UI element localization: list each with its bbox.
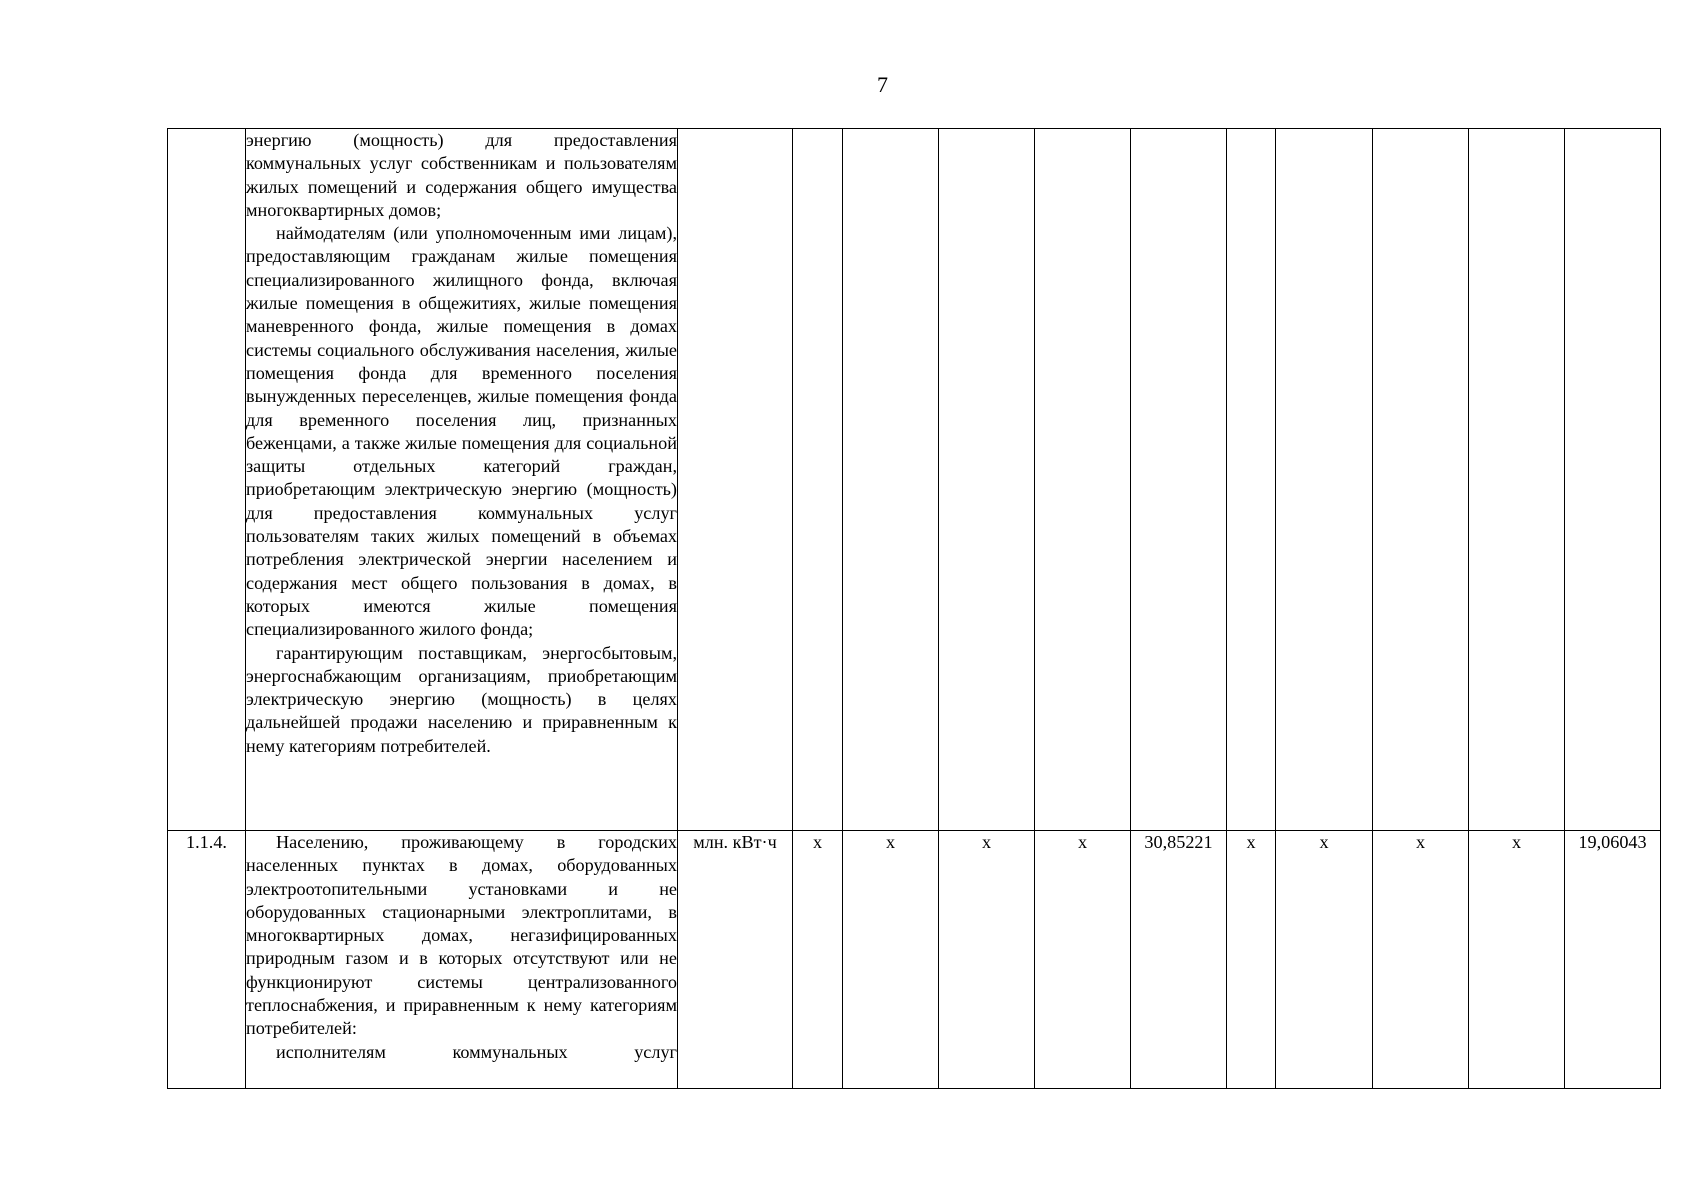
value-cell xyxy=(1565,129,1661,831)
value-cell: х xyxy=(1469,831,1565,1089)
tariff-table xyxy=(167,128,1661,1089)
page-number: 7 xyxy=(877,72,888,97)
value-cell: 19,06043 xyxy=(1565,831,1661,1089)
value-cell xyxy=(1227,129,1276,831)
value-cell: х xyxy=(1035,831,1131,1089)
value-cell: 30,85221 xyxy=(1131,831,1227,1089)
table-row-1-1-4 xyxy=(168,831,1661,1089)
row-number-cell xyxy=(168,129,246,831)
value-cell xyxy=(1469,129,1565,831)
value-cell: х xyxy=(1227,831,1276,1089)
row-number-cell: 1.1.4. xyxy=(168,831,246,1089)
description-paragraph: энергию (мощность) для предоставления коммунальных услуг собственникам и пользователям жилых помещений и содержания общего имущества многоквартирных домов; xyxy=(246,130,677,220)
value-cell: х xyxy=(939,831,1035,1089)
value-cell xyxy=(1276,129,1373,831)
value-cell xyxy=(1373,129,1469,831)
value-cell: х xyxy=(1373,831,1469,1089)
value-cell: х xyxy=(843,831,939,1089)
description-paragraph: наймодателям (или уполномоченным ими лицам), предоставляющим гражданам жилые помещения специализированного жилищного фонда, включая жилые помещения в общежитиях, жилые помещения маневренного фонда, жилые помещения в домах системы социального обслуживания населения, жилые помещения фонда для временного поселения вынужденных переселенцев, жилые помещения фонда для временного поселения лиц, признанных беженцами, а также жилые помещения для социальной защиты отдельных категорий граждан, приобретающим электрическую энергию (мощность) для предоставления коммунальных услуг пользователям таких жилых помещений в объемах потребления электрической энергии населением и содержания мест общего пользования в домах, в которых имеются жилые помещения специализированного жилого фонда; xyxy=(246,223,677,640)
description-paragraph: гарантирующим поставщикам, энергосбытовым, энергоснабжающим организациям, приобретающим электрическую энергию (мощность) в целях дальнейшей продажи населению и приравненным к нему категориям потребителей. xyxy=(246,642,677,756)
value-cell xyxy=(843,129,939,831)
description-paragraph: исполнителям коммунальных услуг xyxy=(276,1041,677,1062)
value-cell xyxy=(793,129,843,831)
value-cell: х xyxy=(1276,831,1373,1089)
unit-cell xyxy=(678,129,793,831)
value-cell xyxy=(1131,129,1227,831)
value-cell xyxy=(1035,129,1131,831)
table-row-continuation xyxy=(168,129,1661,831)
unit-cell: млн. кВт·ч xyxy=(678,831,793,1089)
value-cell: х xyxy=(793,831,843,1089)
row-description-cell xyxy=(246,831,678,1089)
row-description-cell xyxy=(246,129,678,831)
description-paragraph: Населению, проживающему в городских населенных пунктах в домах, оборудованных электроотопительными установками и не оборудованных стационарными электроплитами, в многоквартирных домах, негазифицированных природным газом и в которых отсутствуют или не функционируют системы централизованного теплоснабжения, и приравненным к нему категориям потребителей: xyxy=(246,832,677,1039)
value-cell xyxy=(939,129,1035,831)
